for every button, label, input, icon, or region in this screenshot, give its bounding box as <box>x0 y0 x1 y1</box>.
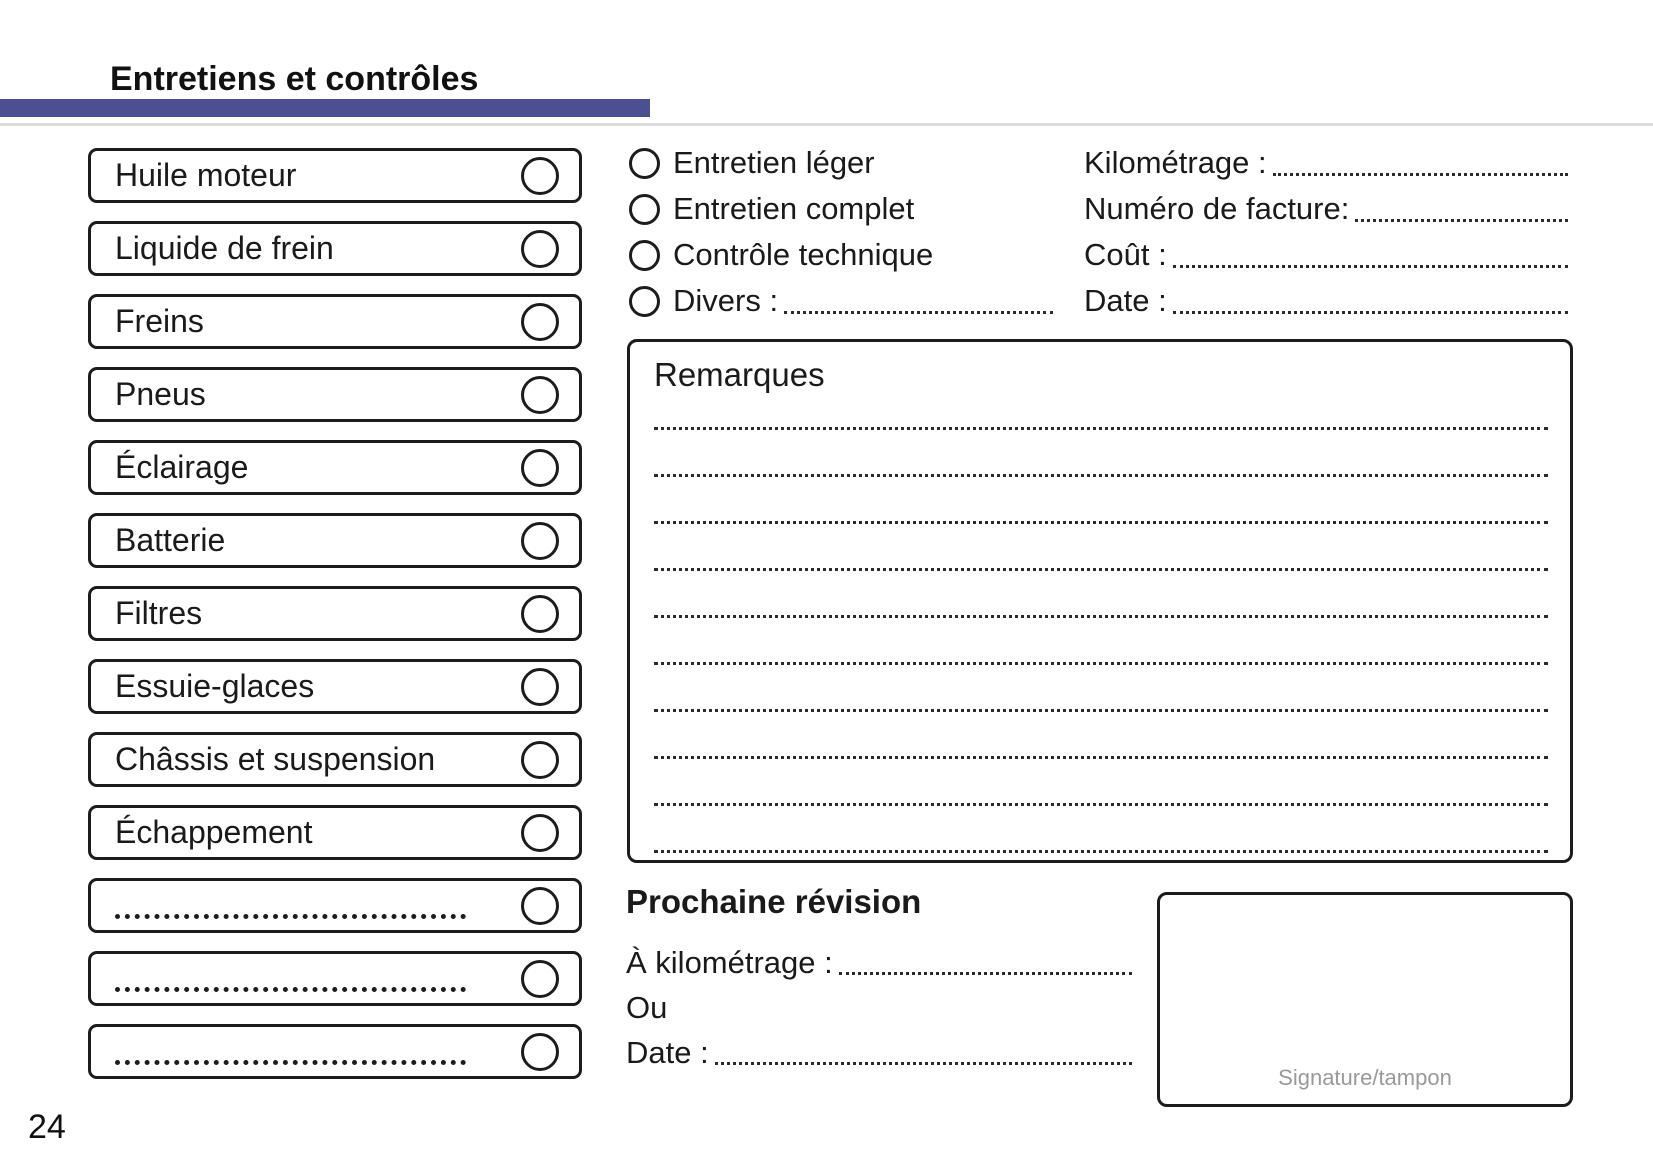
fill-in-line[interactable] <box>839 972 1132 975</box>
checklist-item <box>88 586 582 641</box>
invoice-fields <box>1084 140 1568 324</box>
radio-circle[interactable] <box>629 194 660 225</box>
remarks-line[interactable] <box>654 709 1548 756</box>
check-circle[interactable] <box>521 814 559 852</box>
checklist-item-label: Freins <box>115 303 204 339</box>
option-label: Entretien complet <box>673 191 915 226</box>
next-service-rows <box>626 940 1132 1075</box>
check-circle[interactable] <box>521 1033 559 1071</box>
checklist-item-label: Filtres <box>115 595 203 631</box>
option-label: Contrôle technique <box>673 237 934 272</box>
remarks-lines <box>654 427 1548 897</box>
invoice-field-row <box>1084 140 1568 186</box>
next-service-row <box>626 940 1132 985</box>
invoice-field-row <box>1084 278 1568 324</box>
fill-in-line[interactable] <box>1173 311 1568 314</box>
checklist-item-label: Châssis et suspension <box>115 741 436 777</box>
radio-circle[interactable] <box>629 286 660 317</box>
remarks-line[interactable] <box>654 568 1548 615</box>
check-circle[interactable] <box>521 960 559 998</box>
fill-in-dots[interactable] <box>115 914 466 919</box>
remarks-line[interactable] <box>654 521 1548 568</box>
checklist-item <box>88 805 582 860</box>
check-circle[interactable] <box>521 741 559 779</box>
field-label: Ou <box>626 989 668 1025</box>
service-type-option <box>629 278 1053 324</box>
checklist-item-label: Éclairage <box>115 449 249 485</box>
radio-circle[interactable] <box>629 148 660 179</box>
checklist-item-label: Essuie-glaces <box>115 668 315 704</box>
check-circle[interactable] <box>521 230 559 268</box>
checklist-item <box>88 1024 582 1079</box>
fill-in-line[interactable] <box>715 1062 1132 1065</box>
remarks-line[interactable] <box>654 615 1548 662</box>
fill-in-dots[interactable] <box>115 1060 466 1065</box>
checklist-item-label: Pneus <box>115 376 206 412</box>
invoice-field-row <box>1084 186 1568 232</box>
page-title: Entretiens et contrôles <box>110 60 479 98</box>
option-label: Divers : <box>673 283 779 318</box>
remarks-line[interactable] <box>654 474 1548 521</box>
service-type-option <box>629 186 1053 232</box>
checklist-item <box>88 513 582 568</box>
service-type-option <box>629 140 1053 186</box>
field-label: Kilométrage : <box>1084 145 1267 180</box>
signature-caption: Signature/tampon <box>1278 1065 1452 1090</box>
checklist-item <box>88 294 582 349</box>
remarks-box <box>627 339 1573 863</box>
checklist-item-label: Huile moteur <box>115 157 297 193</box>
checklist-item <box>88 221 582 276</box>
checklist-item <box>88 878 582 933</box>
checklist-item-label: Batterie <box>115 522 226 558</box>
check-circle[interactable] <box>521 595 559 633</box>
fill-in-dots[interactable] <box>115 987 466 992</box>
remarks-line[interactable] <box>654 662 1548 709</box>
title-underline-bar <box>0 99 650 117</box>
field-label: Coût : <box>1084 237 1167 272</box>
option-label: Entretien léger <box>673 145 875 180</box>
check-circle[interactable] <box>521 376 559 414</box>
check-circle[interactable] <box>521 449 559 487</box>
remarks-title: Remarques <box>654 356 825 393</box>
remarks-line[interactable] <box>654 756 1548 803</box>
checklist-item <box>88 367 582 422</box>
check-circle[interactable] <box>521 887 559 925</box>
checklist-item <box>88 148 582 203</box>
next-service-section <box>626 878 1132 1075</box>
service-type-options <box>629 140 1053 324</box>
checklist-item-label: Échappement <box>115 814 313 850</box>
check-circle[interactable] <box>521 157 559 195</box>
checklist <box>88 148 582 1097</box>
fill-in-line[interactable] <box>1355 219 1568 222</box>
field-label: Numéro de facture: <box>1084 191 1350 226</box>
check-circle[interactable] <box>521 668 559 706</box>
next-service-row <box>626 985 1132 1030</box>
check-circle[interactable] <box>521 303 559 341</box>
checklist-item <box>88 732 582 787</box>
remarks-line[interactable] <box>654 803 1548 850</box>
check-circle[interactable] <box>521 522 559 560</box>
field-label: Date : <box>1084 283 1167 318</box>
remarks-line[interactable] <box>654 427 1548 474</box>
field-label: À kilométrage : <box>626 944 833 980</box>
fill-in-line[interactable] <box>1273 173 1568 176</box>
invoice-field-row <box>1084 232 1568 278</box>
radio-circle[interactable] <box>629 240 660 271</box>
fill-in-line[interactable] <box>784 311 1053 314</box>
checklist-item <box>88 951 582 1006</box>
next-service-row <box>626 1030 1132 1075</box>
checklist-item <box>88 659 582 714</box>
service-type-option <box>629 232 1053 278</box>
signature-stamp-area[interactable] <box>1157 892 1573 1107</box>
next-service-title: Prochaine révision <box>626 883 922 920</box>
checklist-item-label: Liquide de frein <box>115 230 334 266</box>
checklist-item <box>88 440 582 495</box>
field-label: Date : <box>626 1034 709 1070</box>
fill-in-line[interactable] <box>1173 265 1568 268</box>
page-number: 24 <box>28 1108 66 1146</box>
header-rule <box>0 123 1653 126</box>
